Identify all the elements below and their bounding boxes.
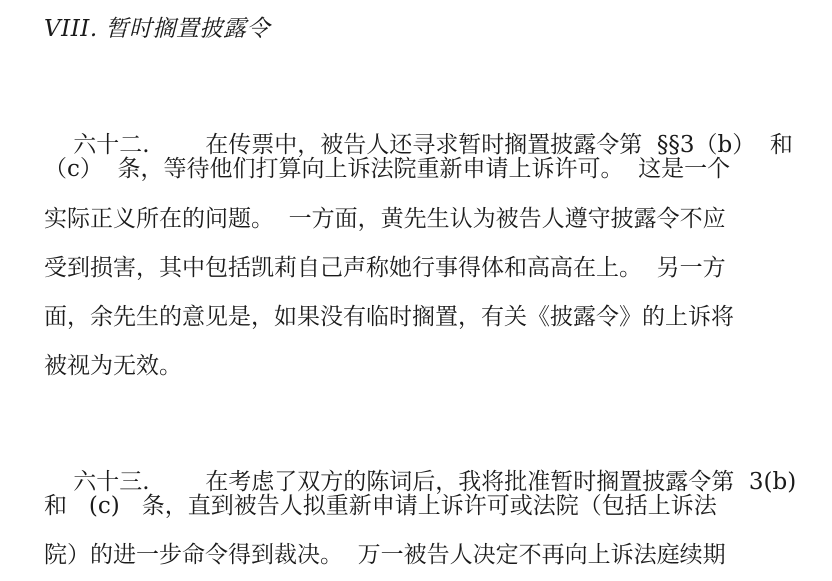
paragraph-62-line-6: 被视为无效。 — [44, 353, 182, 379]
paragraph-62-line-3: 实际正义所在的问题。 一方面，黄先生认为被告人遵守披露令不应 — [44, 206, 726, 232]
paragraph-63-line-2: 和 (c) 条，直到被告人拟重新申请上诉许可或法院（包括上诉法 — [44, 493, 717, 519]
paragraph-number: 六十二. — [73, 132, 150, 158]
paragraph-62-line-4: 受到损害，其中包括凯莉自己声称她行事得体和高高在上。 另一方 — [44, 255, 726, 281]
paragraph-number: 六十三. — [73, 469, 150, 495]
paragraph-63-line-3: 院）的进一步命令得到裁决。 万一被告人决定不再向上诉法庭续期 — [44, 542, 726, 568]
paragraph-text: 在传票中，被告人还寻求暂时搁置披露令第 §§3（b） 和 — [205, 132, 793, 158]
paragraph-62-line-5: 面，余先生的意见是，如果没有临时搁置，有关《披露令》的上诉将 — [44, 304, 734, 330]
section-heading: VIII. 暂时搁置披露令 — [44, 16, 270, 42]
paragraph-62-line-2: （c） 条，等待他们打算向上诉法院重新申请上诉许可。 这是一个 — [44, 156, 731, 182]
paragraph-text: 在考虑了双方的陈词后，我将批准暂时搁置披露令第 3(b) — [205, 469, 797, 495]
